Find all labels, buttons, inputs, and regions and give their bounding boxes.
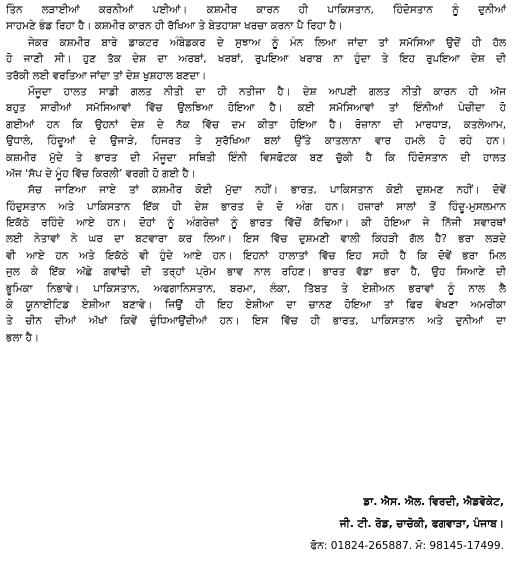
text-line: ਤੇ ਚੀਨ ਦੀਆਂ ਅੱਖਾਂ ਕਿਵੇਂ ਚੁੰਧਿਆਉਂਦੀਆਂ ਹਨ। ਇਸ ਵਿੱਚ ਹੀ ਭਾਰਤ, ਪਾਕਿਸਤਾਨ ਅਤੇ ਦੁਨੀਆਂ ਦਾ — [6, 315, 506, 328]
text-line: ਵੀ ਆਏ ਹਨ ਅਤੇ ਇਕੱਠੇ ਵੀ ਹੁੰਦੇ ਆਏ ਹਨ। ਇਹਨਾਂ ਹਾਲਾਤਾਂ ਵਿੱਚ ਇਹ ਸਹੀ ਹੈ ਕਿ ਦੋਵੇਂ ਭਰਾ ਮਿਲ — [6, 249, 506, 262]
text-line: ਜੁਲ ਕੇ ਇੱਕ ਅੱਛੇ ਗਵਾਂਢੀ ਦੀ ਤਰ੍ਹਾਂ ਪ੍ਰੇਮ ਭਾਵ ਨਾਲ ਰਹਿਣ। ਭਾਰਤ ਵੱਡਾ ਭਰਾ ਹੈ, ਉਹ ਸਿਆਣੇ ਦੀ — [6, 266, 506, 279]
author-name: ਡਾ. ਐਸ. ਐਲ. ਵਿਰਦੀ, ਐਡਵੋਕੇਟ, — [363, 496, 504, 508]
text-line: ਗਈਆਂ ਹਨ ਕਿ ਉਹਨਾਂ ਦੇਸ਼ ਦੇ ਨੱਕ ਵਿੱਚ ਦਮ ਕੀਤਾ ਹੋਇਆ ਹੈ। ਰੋਜ਼ਾਨਾ ਦੀ ਮਾਰਧਾੜ, ਕਤਲੇਆਮ, — [6, 118, 506, 131]
text-line: ਤਿੰਨ ਲੜਾਈਆਂ ਕਰਨੀਆਂ ਪਈਆਂ। ਕਸ਼ਮੀਰ ਕਾਰਨ ਹੀ ਪਾਕਿਸਤਾਨ, ਹਿੰਦੋਸਤਾਨ ਨੂੰ ਦੁਨੀਆਂ — [6, 4, 506, 16]
text-line: ਸੱਚ ਜਾਣਿਆ ਜਾਏ ਤਾਂ ਕਸ਼ਮੀਰ ਕੋਈ ਮੁੱਦਾ ਨਹੀਂ। ਭਾਰਤ, ਪਾਕਿਸਤਾਨ ਕੋਈ ਦੁਸ਼ਮਣ ਨਹੀਂ। ਦੋਵੇਂ — [28, 184, 506, 197]
text-line: ਕੇ ਯੂਨਾਈਟਿਡ ਏਸ਼ੀਆ ਬਣਾਵੇ। ਜਿਉਂ ਹੀ ਇਹ ਏਸ਼ੀਆ ਦਾ ਚਾਨਣ ਹੋਇਆ ਤਾਂ ਫਿਰ ਵੇਖਣਾ ਅਮਰੀਕਾ — [6, 299, 506, 312]
text-line: ਅੱਜ ‘ਸੱਪ ਦੇ ਮੂੰਹ ਵਿੱਚ ਕਿਰਲੀ’ ਵਰਗੀ ਹੋ ਗਈ ਹੈ। — [6, 167, 196, 180]
text-line: ਭੂਮਿਕਾ ਨਿਭਾਵੇ। ਪਾਕਿਸਤਾਨ, ਅਫਗਾਨਿਸਤਾਨ, ਬਰਮਾ, ਲੰਕਾ, ਤਿੱਬਤ ਤੇ ਏਸ਼ੀਅਨ ਭਰਾਵਾਂ ਨੂੰ ਨਾਲ ਲੈ — [6, 282, 506, 295]
text-line: ਭਲਾ ਹੈ। — [6, 331, 40, 344]
text-line: ਜੇਕਰ ਕਸ਼ਮੀਰ ਬਾਰੇ ਡਾਕਟਰ ਅੰਬੇਡਕਰ ਦੇ ਸੁਝਾਅ ਨੂੰ ਮੰਨ ਲਿਆ ਜਾਂਦਾ ਤਾਂ ਸਮੱਸਿਆ ਉਦੋਂ ਹੀ ਹੱਲ — [28, 36, 506, 49]
text-line: ਉਧਾਲੇ, ਹਿੰਦੂਆਂ ਦੇ ਉਜਾੜੇ, ਹਿਜਰਤ ਤੇ ਸੁਰੱਖਿਆ ਬਲਾਂ ਉੱਤੇ ਕਾਤਲਾਨਾ ਵਾਰ ਹਮਲੇ ਹੋ ਰਹੇ ਹਨ। — [6, 135, 506, 148]
text-line: ਤਰੱਕੀ ਲਈ ਵਰਤਿਆ ਜਾਂਦਾ ਤਾਂ ਦੇਸ਼ ਖੁਸ਼ਹਾਲ ਬਣਦਾ। — [6, 69, 207, 82]
article-document — [6, 2, 506, 574]
text-line: ਬਹੁਤ ਸਾਰੀਆਂ ਸਮੱਸਿਆਵਾਂ ਵਿੱਚ ਉਲਝਿਆ ਹੋਇਆ ਹੈ। ਕਈ ਸਮੱਸਿਆਵਾਂ ਤਾਂ ਇੰਨੀਆਂ ਪੇਚੀਦਾ ਹੋ — [6, 102, 506, 115]
author-phone: ਫੋਨ: 01824-265887. ਮੋ: 98145-17499. — [310, 540, 504, 552]
text-line: ਸਾਹਮਣੇ ਭੰਡ ਰਿਹਾ ਹੈ। ਕਸ਼ਮੀਰ ਕਾਰਨ ਹੀ ਰੱਖਿਆ ਤੇ ਬੇਤਹਾਸ਼ਾ ਖਰਚਾ ਕਰਨਾ ਪੈ ਰਿਹਾ ਹੈ। — [6, 20, 343, 33]
signature-block — [310, 491, 504, 557]
text-line: ਕਸ਼ਮੀਰ ਮੁੱਦੇ ਤੇ ਭਾਰਤ ਦੀ ਮੌਜੂਦਾ ਸਥਿਤੀ ਇੰਨੀ ਵਿਸਫੋਟਕ ਬਣ ਚੁੱਕੀ ਹੈ ਕਿ ਹਿੰਦੋਸਤਾਨ ਦੀ ਹਾਲਤ — [6, 151, 506, 164]
text-line: ਹਿੰਦੁਸਤਾਨ ਅਤੇ ਪਾਕਿਸਤਾਨ ਇੱਕ ਹੀ ਦੇਸ਼ ਭਾਰਤ ਦੇ ਦੋ ਅੰਗ ਹਨ। ਹਜ਼ਾਰਾਂ ਸਾਲਾਂ ਤੋਂ ਹਿੰਦੂ-ਮੁਸਲਮਾਨ — [6, 200, 506, 213]
text-line: ਇਕੱਠੇ ਰਹਿੰਦੇ ਆਏ ਹਨ। ਦੋਹਾਂ ਨੂੰ ਅੰਗਰੇਜ਼ਾਂ ਨੂੰ ਭਾਰਤ ਵਿੱਚੋਂ ਕੱਢਿਆ। ਕੀ ਹੋਇਆ ਜੇ ਨਿੱਜੀ ਸਵਾਰਥਾਂ — [6, 217, 506, 230]
text-line: ਹੋ ਜਾਣੀ ਸੀ। ਹੁਣ ਤੱਕ ਦੇਸ਼ ਦਾ ਅਰਬਾਂ, ਖਰਬਾਂ, ਰੁਪਇਆ ਖਰਾਬ ਨਾ ਹੁੰਦਾ ਤੇ ਇਹ ਰੁਪਇਆ ਦੇਸ਼ ਦੀ — [6, 53, 506, 66]
text-line: ਲਈ ਨੇਤਾਵਾਂ ਨੇ ਘਰ ਦਾ ਬਟਵਾਰਾ ਕਰ ਲਿਆ। ਇਸ ਵਿੱਚ ਦੁਸ਼ਮਣੀ ਵਾਲੀ ਕਿਹੜੀ ਗੱਲ ਹੈ? ਭਰਾ ਲੜਦੇ — [6, 233, 506, 246]
text-line: ਮੌਜੂਦਾ ਹਾਲਤ ਸਾਡੀ ਗਲਤ ਨੀਤੀ ਦਾ ਹੀ ਨਤੀਜਾ ਹੈ। ਦੇਸ਼ ਆਪਣੀ ਗਲਤ ਨੀਤੀ ਕਾਰਨ ਹੀ ਅੱਜ — [28, 85, 506, 98]
author-address: ਜੀ. ਟੀ. ਰੋਡ, ਚਾਚੋਕੀ, ਫਗਵਾੜਾ, ਪੰਜਾਬ। — [339, 518, 504, 530]
